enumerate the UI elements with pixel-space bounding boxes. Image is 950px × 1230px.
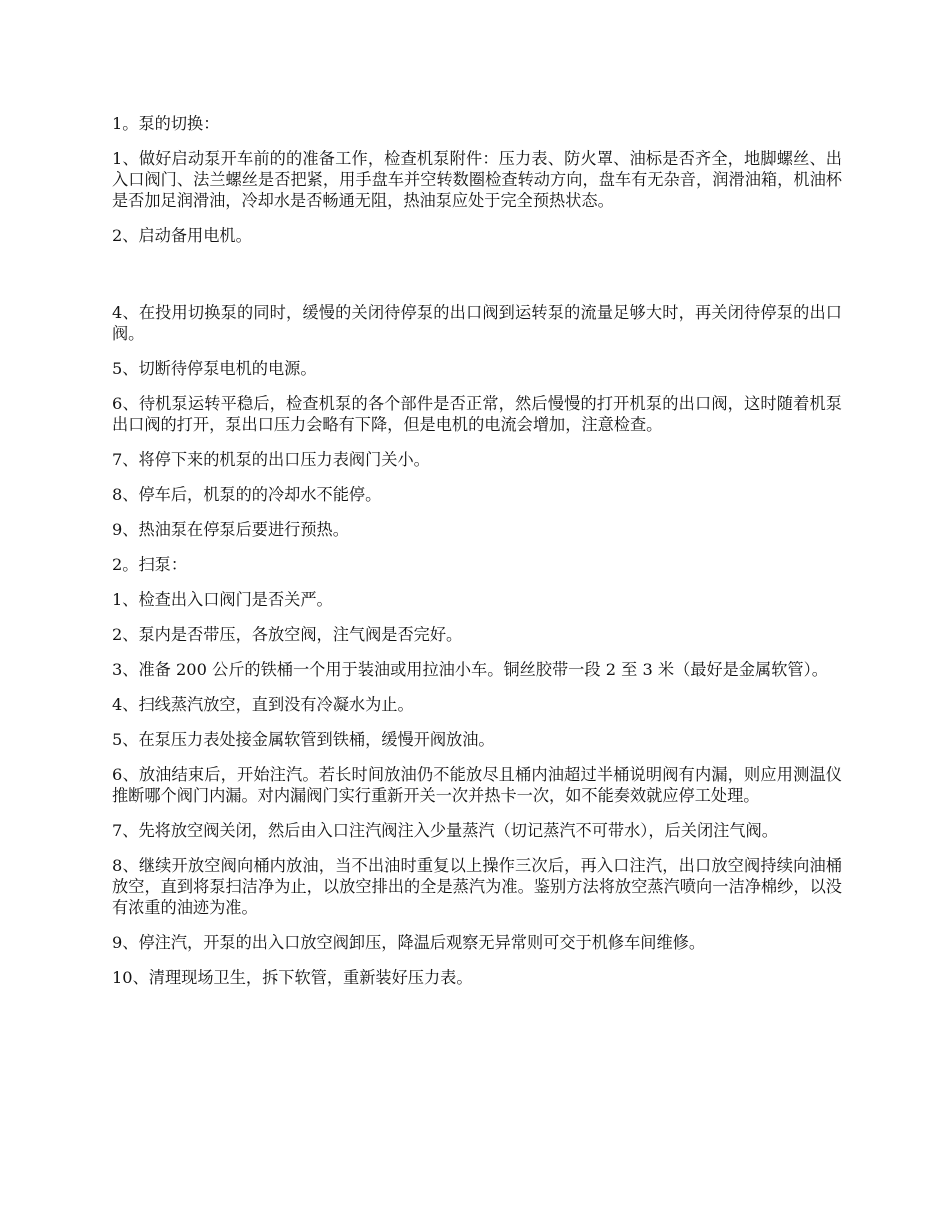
paragraph-purge-step-6: 6、放油结束后，开始注汽。若长时间放油仍不能放尽且桶内油超过半桶说明阀有内漏，则应用测温仪推断哪个阀门内漏。对内漏阀门实行重新开关一次并热卡一次，如不能奏效就应停工处理。 [112,765,842,805]
paragraph-step-4: 4、在投用切换泵的同时，缓慢的关闭待停泵的出口阀到运转泵的流量足够大时，再关闭待停泵的出口阀。 [112,303,842,343]
paragraph-purge-step-8: 8、继续开放空阀向桶内放油，当不出油时重复以上操作三次后，再入口注汽，出口放空阀持续向油桶放空，直到将泵扫洁净为止，以放空排出的全是蒸汽为准。鉴别方法将放空蒸汽喷向一洁净棉纱，以没有浓重的油迹为准。 [112,856,842,917]
paragraph-step-6: 6、待机泵运转平稳后，检查机泵的各个部件是否正常，然后慢慢的打开机泵的出口阀，这时随着机泵出口阀的打开，泵出口压力会略有下降，但是电机的电流会增加，注意检查。 [112,394,842,434]
section-heading-pump-switch: 1。泵的切换： [112,114,220,133]
paragraph-purge-step-1: 1、检查出入口阀门是否关严。 [112,590,333,609]
paragraph-purge-step-5: 5、在泵压力表处接金属软管到铁桶，缓慢开阀放油。 [112,730,495,749]
paragraph-purge-step-4: 4、扫线蒸汽放空，直到没有冷凝水为止。 [112,695,414,714]
paragraph-step-8: 8、停车后，机泵的的冷却水不能停。 [112,485,382,504]
paragraph-purge-step-7: 7、先将放空阀关闭，然后由入口注汽阀注入少量蒸汽（切记蒸汽不可带水），后关闭注气阀。 [112,821,778,840]
paragraph-purge-step-3: 3、准备 200 公斤的铁桶一个用于装油或用拉油小车。铜丝胶带一段 2 至 3 米（最好是金属软管）。 [112,660,828,679]
paragraph-step-5: 5、切断待停泵电机的电源。 [112,359,317,378]
section-heading-pump-purge: 2。扫泵： [112,555,188,574]
paragraph-purge-step-9: 9、停注汽，开泵的出入口放空阀卸压，降温后观察无异常则可交于机修车间维修。 [112,933,706,952]
paragraph-step-9: 9、热油泵在停泵后要进行预热。 [112,520,349,539]
paragraph-purge-step-10: 10、清理现场卫生，拆下软管，重新装好压力表。 [112,968,473,987]
paragraph-step-7: 7、将停下来的机泵的出口压力表阀门关小。 [112,450,430,469]
paragraph-step-1: 1、做好启动泵开车前的的准备工作，检查机泵附件：压力表、防火罩、油标是否齐全，地脚螺丝、出入口阀门、法兰螺丝是否把紧，用手盘车并空转数圈检查转动方向，盘车有无杂音，润滑油箱，机油杯是否加足润滑油，冷却水是否畅通无阻，热油泵应处于完全预热状态。 [112,149,842,210]
paragraph-step-2: 2、启动备用电机。 [112,226,252,245]
blank-gap [112,260,842,302]
paragraph-purge-step-2: 2、泵内是否带压，各放空阀，注气阀是否完好。 [112,625,463,644]
document-body [112,113,842,1002]
